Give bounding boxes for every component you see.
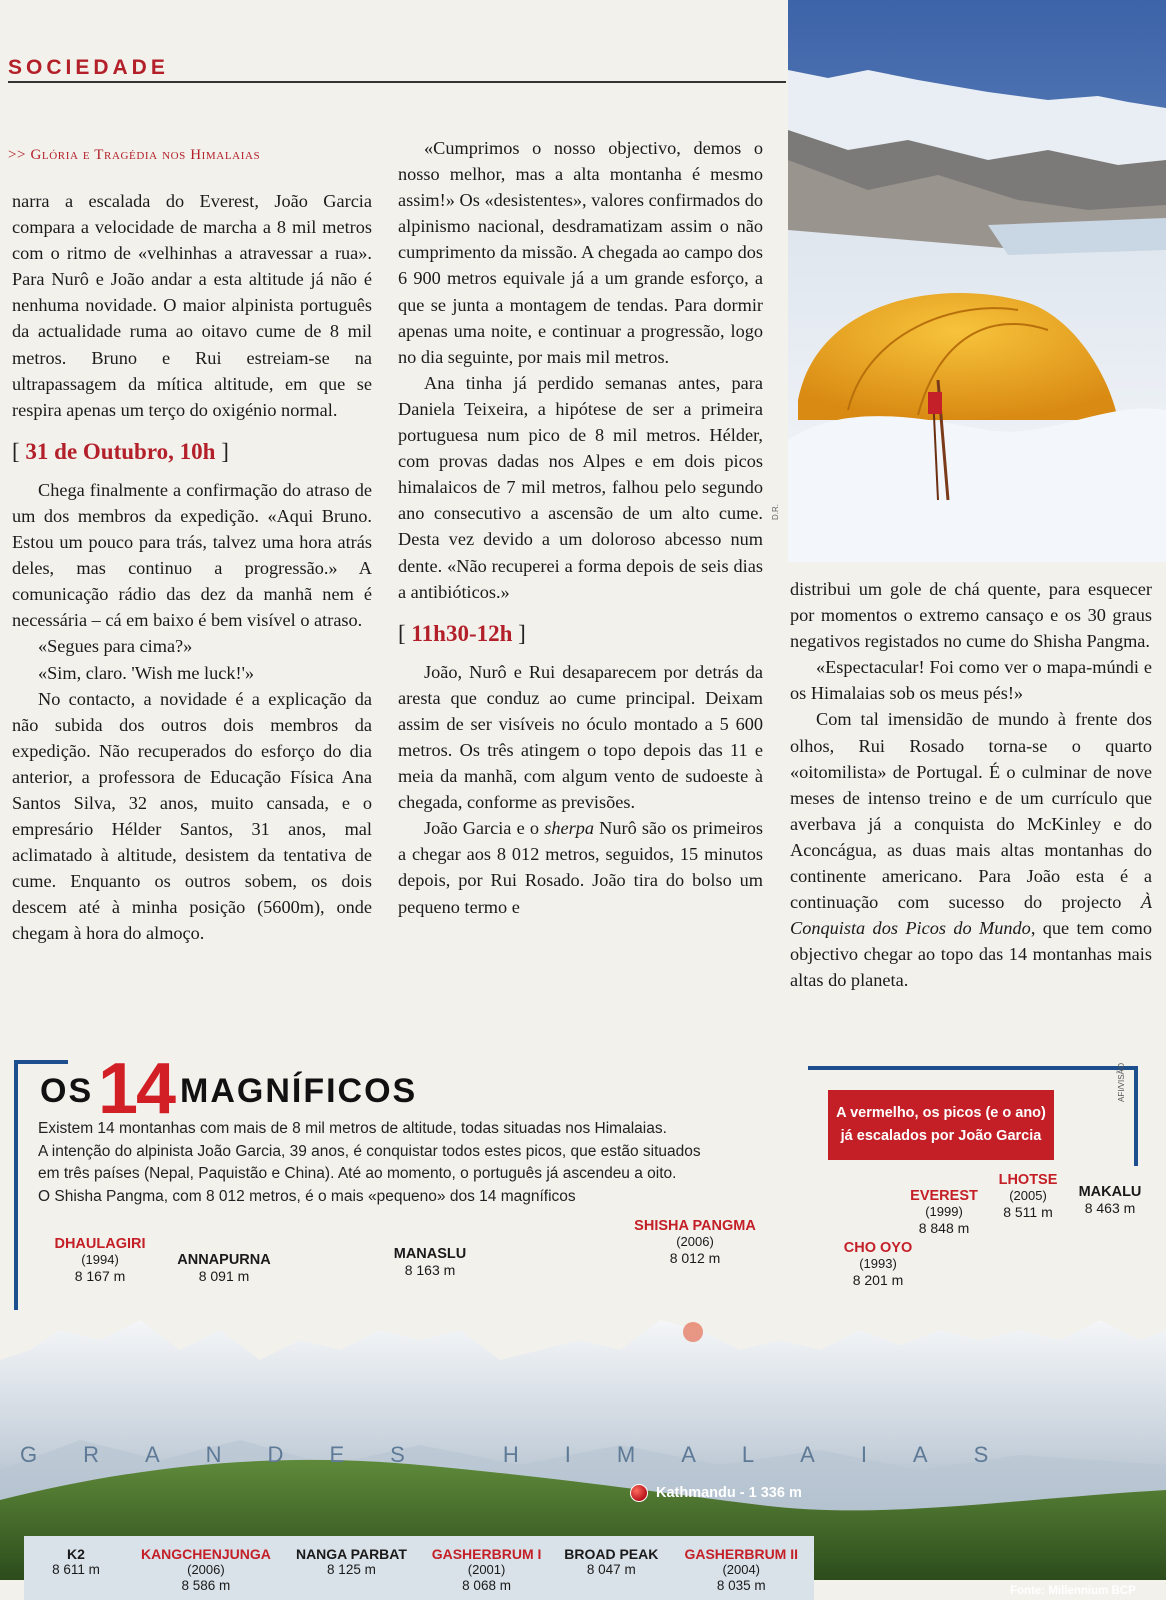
- paragraph: «Sim, claro. 'Wish me luck!'»: [38, 662, 255, 683]
- intro-line: Existem 14 montanhas com mais de 8 mil metros de altitude, todas situadas nos Himalaias.: [38, 1120, 667, 1137]
- peak-name: SHISHA PANGMA: [634, 1218, 756, 1234]
- peak-cell-k2: [24, 1536, 128, 1600]
- paragraph: João, Nurô e Rui desaparecem por detrás da aresta que conduz ao cume principal. Deixam assim de ser visíveis no óculo montado a 5 600 metros. Os três atingem o topo depois das 11 e meia da manhã, com algum vento de sudoeste à chegada, conforme as previsões.: [398, 661, 763, 813]
- section-rule: [8, 81, 786, 83]
- infographic-intro: [38, 1118, 798, 1208]
- peak-height: 8 068 m: [462, 1578, 511, 1593]
- intro-line: em três países (Nepal, Paquistão e China). Até ao momento, o português já ascendeu a oito.: [38, 1165, 677, 1182]
- peak-name: GASHERBRUM II: [684, 1546, 799, 1562]
- peak-name: MANASLU: [393, 1246, 467, 1262]
- peak-year: (1993): [859, 1256, 897, 1271]
- peak-label-cho-oyo: [838, 1240, 918, 1288]
- peak-height: 8 511 m: [1003, 1204, 1053, 1220]
- peak-name: EVEREST: [910, 1188, 978, 1204]
- peak-label-shisha-pangma: [630, 1218, 760, 1266]
- peak-name: BROAD PEAK: [564, 1546, 659, 1562]
- peak-label-annapurna: [174, 1252, 274, 1284]
- peak-cell-kangchenjunga: [128, 1536, 284, 1600]
- peak-label-dhaulagiri: [50, 1236, 150, 1284]
- paragraph: distribui um gole de chá quente, para esquecer por momentos o extremo cansaço e os 30 graus negativos registados no cume do Shisha Pangma.: [790, 579, 1152, 652]
- legend-line: já escalados por João Garcia: [840, 1128, 1042, 1144]
- photo-credit: D.R.: [771, 504, 780, 520]
- peak-cell-nanga-parbat: [284, 1536, 419, 1600]
- peak-year: (2004): [722, 1562, 761, 1577]
- infographic-14-magnificos: [0, 1050, 1166, 1600]
- peak-year: (2001): [467, 1562, 506, 1577]
- other-peaks-bar: [24, 1536, 814, 1600]
- text-span: João Garcia e o: [424, 818, 545, 839]
- peak-name: GASHERBRUM I: [431, 1546, 542, 1562]
- italic-term: sherpa: [544, 818, 594, 839]
- text-column-3: [790, 576, 1152, 994]
- peak-height: 8 012 m: [669, 1250, 721, 1266]
- legend-box: [828, 1090, 1054, 1160]
- subhead-text: 11h30-12h: [411, 620, 513, 646]
- range-label: GRANDES HIMALAIAS: [20, 1442, 1035, 1467]
- kathmandu-marker: [630, 1484, 802, 1502]
- time-subhead: [ 31 de Outubro, 10h ]: [12, 438, 229, 464]
- peak-height: 8 091 m: [198, 1268, 250, 1284]
- peak-label-makalu: [1070, 1184, 1150, 1216]
- peak-cell-broad-peak: [554, 1536, 668, 1600]
- infographic-title-magnificos: MAGNÍFICOS: [180, 1072, 418, 1110]
- peak-label-everest: [904, 1188, 984, 1236]
- frame-line: [14, 1060, 18, 1310]
- peak-year: (2006): [676, 1234, 714, 1249]
- peak-year: (1994): [81, 1252, 119, 1267]
- infographic-title-os: OS: [40, 1072, 94, 1110]
- peak-height: 8 463 m: [1084, 1200, 1136, 1216]
- italic-title: À Conquista dos Picos do Mundo: [790, 892, 1152, 939]
- kathmandu-label: Kathmandu - 1 336 m: [656, 1485, 802, 1501]
- peak-cell-gasherbrum-2: [668, 1536, 814, 1600]
- text-span: Nurô são os primeiros a chegar aos 8 012 metros, seguidos, 15 minutos depois, por Rui Rosado. João tira do bolso um pequeno termo e: [398, 818, 763, 917]
- intro-line: O Shisha Pangma, com 8 012 metros, é o mais «pequeno» dos 14 magníficos: [38, 1187, 576, 1205]
- peak-year: (2005): [1009, 1188, 1047, 1203]
- peak-name: K2: [67, 1546, 85, 1562]
- peak-name: CHO OYO: [843, 1240, 913, 1256]
- peak-name: DHAULAGIRI: [54, 1236, 146, 1252]
- text-column-2: [398, 135, 763, 920]
- peak-name: KANGCHENJUNGA: [140, 1546, 271, 1562]
- text-span: Com tal imensidão de mundo à frente dos olhos, Rui Rosado torna-se o quarto «oitomilista» de Portugal. É o culminar de nove meses de intenso treino e de um currículo que averbava já a conquista do McKinley e do Aconcágua, as duas mais altas montanhas do continente americano. Para João esta é a continuação com sucesso do projecto: [790, 709, 1152, 913]
- peak-name: NANGA PARBAT: [295, 1546, 407, 1562]
- peak-name: LHOTSE: [998, 1172, 1058, 1188]
- paragraph: Chega finalmente a confirmação do atraso de um dos membros da expedição. «Aqui Bruno. Estou um pouco para trás, talvez uma hora atrás deles, mas continuo a progressão.» A comunicação rádio das dez da manhã nem é necessária – cá em baixo é bem visível o atraso.: [12, 479, 372, 631]
- legend-line: A vermelho, os picos (e o ano): [836, 1105, 1046, 1121]
- article-kicker: >> Glória e Tragédia nos Himalaias: [8, 147, 261, 163]
- frame-line: [1134, 1066, 1138, 1166]
- infographic-credit: AFI/VISÃO: [1117, 1062, 1126, 1102]
- paragraph: «Cumprimos o nosso objectivo, demos o nosso melhor, mas a alta montanha é mesmo assim!» Os «desistentes», valores confirmados do alpinismo nacional, desdramatizam assim o não cumprimento da missão. A chegada ao campo dos 6 900 metros equivale já a um grande esforço, a que se junta a montagem de tendas. Para dormir apenas uma noite, e continuar a progressão, logo no dia seguinte, por mais mil metros.: [398, 138, 763, 367]
- peak-label-manaslu: [380, 1246, 480, 1278]
- text-column-1: [12, 188, 372, 947]
- text-span: , que tem como objectivo chegar ao topo das 14 montanhas mais altas do planeta.: [790, 918, 1152, 991]
- frame-line: [808, 1066, 1138, 1070]
- peak-year: (2006): [187, 1562, 225, 1577]
- peak-height: 8 201 m: [852, 1272, 904, 1288]
- paragraph: «Espectacular! Foi como ver o mapa-múndi e os Himalaias sob os meus pés!»: [790, 657, 1152, 704]
- peak-cell-gasherbrum-1: [419, 1536, 554, 1600]
- paragraph: narra a escalada do Everest, João Garcia compara a velocidade de marcha a 8 mil metros com o ritmo de «velhinhas a atravessar a rua». Para Nurô e João andar a esta altitude já não é nenhuma novidade. O maior alpinista português da actualidade ruma ao oitavo cume de 8 mil metros. Bruno e Rui estreiam-se na ultrapassagem da mítica altitude, em que se respira apenas um terço do oxigénio normal.: [12, 191, 372, 420]
- section-label: SOCIEDADE: [8, 56, 169, 79]
- paragraph: «Segues para cima?»: [38, 636, 193, 657]
- paragraph: Ana tinha já perdido semanas antes, para Daniela Teixeira, a hipótese de ser a primeira portuguesa num pico de 8 mil metros. Hélder, com provas dadas nos Alpes e em dois picos himalaicos de 7 mil metros, falhou pelo segundo ano consecutivo a ascensão de um alto cume. Desta vez devido a um doloroso abcesso num dente. «Não recuperei a forma depois de seis dias a antibióticos.»: [398, 372, 763, 602]
- peak-height: 8 047 m: [586, 1562, 636, 1577]
- intro-line: A intenção do alpinista João Garcia, 39 anos, é conquistar todos estes picos, que estão situados: [38, 1142, 701, 1160]
- tent-photo: [788, 0, 1166, 562]
- paragraph: [398, 815, 763, 919]
- infographic-title-number: 14: [98, 1049, 175, 1129]
- peak-label-lhotse: [992, 1172, 1064, 1220]
- time-subhead: [ 11h30-12h ]: [398, 620, 526, 646]
- peak-height: 8 035 m: [716, 1578, 766, 1593]
- peak-year: (1999): [925, 1204, 963, 1219]
- peak-name: ANNAPURNA: [177, 1252, 271, 1268]
- peak-name: MAKALU: [1078, 1184, 1142, 1200]
- peak-height: 8 848 m: [918, 1220, 970, 1236]
- peak-height: 8 611 m: [52, 1562, 100, 1577]
- source-credit: Fonte: Millennium BCP: [1010, 1585, 1136, 1597]
- frame-line: [14, 1060, 68, 1064]
- subhead-text: 31 de Outubro, 10h: [25, 438, 216, 464]
- location-dot-icon: [630, 1484, 648, 1502]
- paragraph: No contacto, a novidade é a explicação da não subida dos outros dois membros da expedição. Não recuperados do esforço do dia anterior, a professora de Educação Física Ana Santos Silva, 32 anos, muito cansada, e o empresário Hélder Santos, 31 anos, mal aclimatado à altitude, desistem da tentativa de cume. Enquanto os outros sobem, os dois descem até à minha posição (5600m), onde chegam à hora do almoço.: [12, 688, 372, 944]
- peak-height: 8 167 m: [74, 1268, 126, 1284]
- peak-height: 8 586 m: [181, 1578, 231, 1593]
- peak-height: 8 125 m: [327, 1562, 376, 1577]
- peak-height: 8 163 m: [404, 1262, 456, 1278]
- paragraph: [790, 706, 1152, 993]
